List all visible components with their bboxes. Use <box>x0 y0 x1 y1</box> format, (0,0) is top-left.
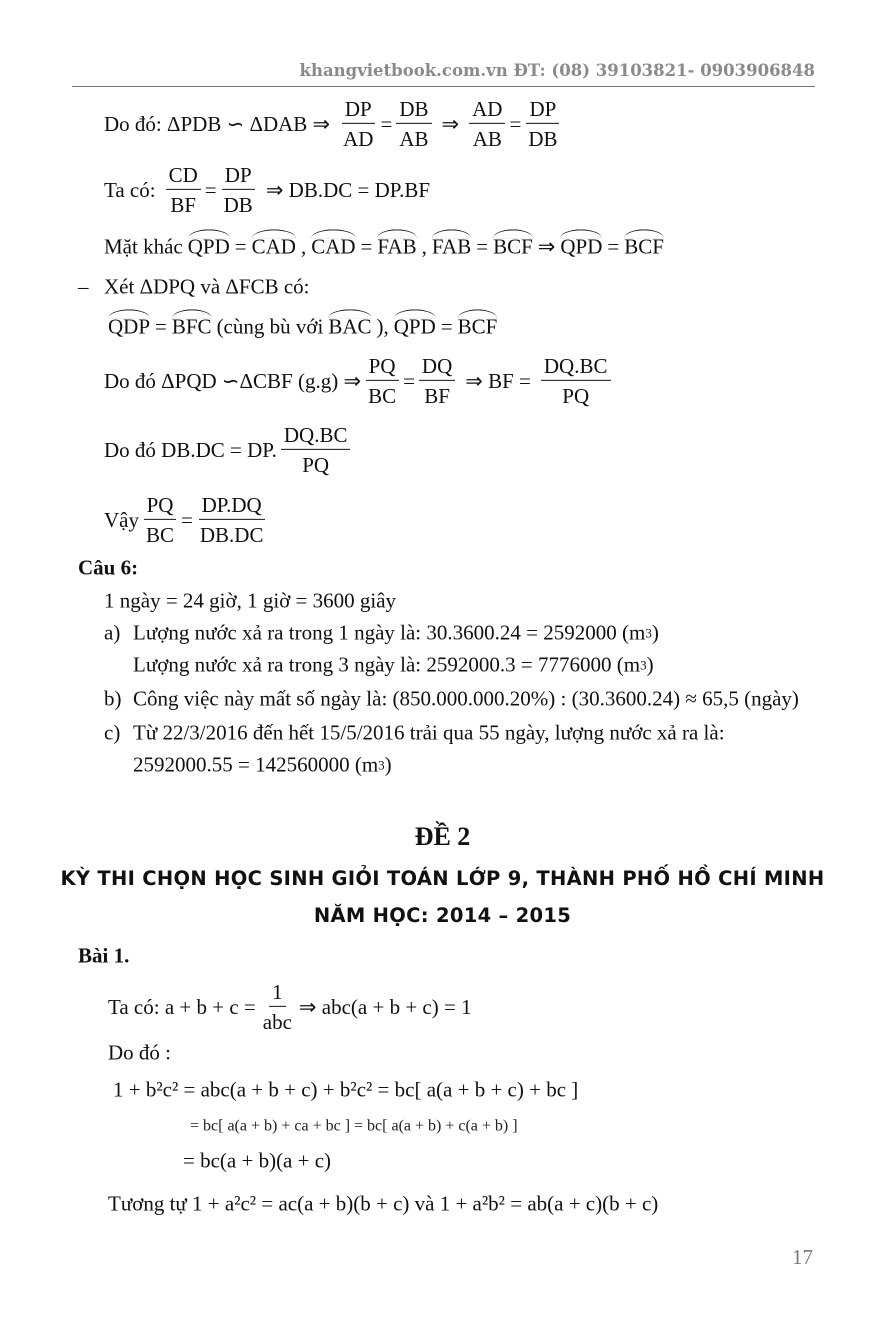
section-subtitle: KỲ THI CHỌN HỌC SINH GIỎI TOÁN LỚP 9, THÀNH PHỐ HỒ CHÍ MINH <box>60 867 825 890</box>
text: ⇒ <box>441 111 460 136</box>
numerator: PQ <box>144 493 177 520</box>
header-rule <box>72 86 815 87</box>
numerator: 1 <box>269 980 286 1007</box>
text: ) <box>651 620 659 645</box>
text: ⇒ <box>537 234 556 259</box>
numerator: DQ.BC <box>281 423 351 450</box>
page-number: 17 <box>792 1245 813 1269</box>
text-line: Do đó : <box>108 1040 171 1065</box>
equation-line: 1 + b²c² = abc(a + b + c) + b²c² = bc[ a(a + b + c) + bc ] <box>113 1077 579 1102</box>
text: = <box>607 234 620 259</box>
denominator: PQ <box>562 384 590 408</box>
text: = <box>155 314 167 339</box>
text: ⇒ DB.DC = DP.BF <box>265 177 431 202</box>
page-header: khangvietbook.com.vn ĐT: (08) 39103821- 0903906848 <box>299 61 815 80</box>
numerator: CD <box>166 163 201 190</box>
item-label: c) <box>104 720 121 745</box>
text: Lượng nước xả ra trong 1 ngày là: 30.3600.24 = 2592000 (m <box>133 620 646 645</box>
arc-label: BCF <box>624 234 664 259</box>
equation-line <box>104 423 354 477</box>
arc-label: QPD <box>187 234 230 259</box>
item-label: a) <box>104 620 121 645</box>
fraction <box>469 97 505 151</box>
text: Do đó DB.DC = DP. <box>104 437 277 462</box>
text: ) <box>646 652 654 677</box>
denominator: AB <box>472 127 502 151</box>
arc-label: BAC <box>328 314 372 339</box>
text: = <box>440 314 453 339</box>
arc-label: CAD <box>311 234 356 259</box>
text: = <box>360 234 373 259</box>
fraction <box>281 423 351 477</box>
text: = <box>234 234 247 259</box>
numerator: AD <box>469 97 505 124</box>
numerator: DB <box>396 97 431 124</box>
arc-label: QPD <box>393 314 436 339</box>
text: Từ 22/3/2016 đến hết 15/5/2016 trải qua 55 ngày, lượng nước xả ra là: <box>133 720 725 745</box>
text: , <box>421 234 427 259</box>
text: Ta có: <box>104 177 156 202</box>
fraction <box>221 163 256 217</box>
text: Do đó ΔPQD ∽ΔCBF (g.g) ⇒ <box>104 368 362 393</box>
item-label: b) <box>104 686 122 711</box>
equation-line-faint: = bc[ a(a + b) + ca + bc ] = bc[ a(a + b) + c(a + b) ] <box>190 1117 518 1135</box>
fraction <box>166 163 201 217</box>
text: (cùng bù với <box>216 314 324 339</box>
problem-heading: Bài 1. <box>78 943 130 968</box>
numerator: PQ <box>366 354 399 381</box>
question-heading: Câu 6: <box>78 555 139 580</box>
denominator: DB.DC <box>199 523 264 547</box>
denominator: abc <box>262 1010 292 1034</box>
fraction <box>340 97 376 151</box>
fraction <box>143 493 177 547</box>
equation-line <box>108 980 472 1034</box>
text: = <box>380 111 393 136</box>
fraction <box>541 354 611 408</box>
dash-bullet: – <box>78 274 89 299</box>
text-line <box>104 686 799 711</box>
fraction <box>396 97 431 151</box>
text-line: 2592000.55 = 142560000 (m 3 ) <box>133 752 392 777</box>
text: = <box>204 177 217 202</box>
text: ) <box>384 752 392 777</box>
denominator: AB <box>399 127 429 151</box>
equation-line: = bc(a + b)(a + c) <box>183 1148 332 1173</box>
arc-label: BCF <box>457 314 498 339</box>
text-line: Lượng nước xả ra trong 3 ngày là: 2592000.3 = 7776000 (m 3 ) <box>133 652 654 677</box>
text: Vậy <box>104 507 139 532</box>
fraction <box>419 354 455 408</box>
text: Ta có: a + b + c = <box>108 994 256 1019</box>
text-line: 1 ngày = 24 giờ, 1 giờ = 3600 giây <box>104 588 397 613</box>
arc-label: FAB <box>377 234 417 259</box>
text: , <box>300 234 307 259</box>
numerator: DP.DQ <box>199 493 265 520</box>
equation-line <box>104 354 615 408</box>
equation-line <box>104 234 664 259</box>
fraction <box>525 97 560 151</box>
section-title: ĐỀ 2 <box>414 822 471 851</box>
denominator: BF <box>170 193 197 217</box>
arc-label: FAB <box>431 234 472 259</box>
text: Lượng nước xả ra trong 3 ngày là: 2592000.3 = 7776000 (m <box>133 652 641 677</box>
numerator: DP <box>342 97 375 124</box>
text: = <box>181 507 193 532</box>
text: ), <box>376 314 389 339</box>
text-line: a) Lượng nước xả ra trong 1 ngày là: 30.3600.24 = 2592000 (m 3 ) <box>104 620 659 645</box>
denominator: BC <box>146 523 175 547</box>
fraction <box>197 493 267 547</box>
text-line <box>78 274 310 299</box>
text: ⇒ BF = <box>465 368 531 393</box>
denominator: AD <box>343 127 374 151</box>
text: Do đó: ΔPDB ∽ ΔDAB ⇒ <box>104 111 331 136</box>
numerator: DP <box>526 97 559 124</box>
fraction <box>365 354 399 408</box>
arc-label: BFC <box>171 314 212 339</box>
text: = <box>403 368 415 393</box>
text: 2592000.55 = 142560000 (m <box>133 752 379 777</box>
denominator: PQ <box>302 453 330 477</box>
text-line <box>104 720 725 745</box>
numerator: DP <box>222 163 255 190</box>
equation-line <box>108 314 497 339</box>
equation-line <box>104 97 565 151</box>
arc-label: CAD <box>251 234 296 259</box>
equation-line <box>104 493 270 547</box>
denominator: DB <box>223 193 253 217</box>
denominator: DB <box>528 127 558 151</box>
numerator: DQ.BC <box>541 354 611 381</box>
text: = <box>509 111 522 136</box>
arc-label: BCF <box>493 234 533 259</box>
section-year: NĂM HỌC: 2014 – 2015 <box>313 904 572 927</box>
denominator: BF <box>424 384 450 408</box>
fraction <box>260 980 295 1034</box>
equation-line <box>104 163 430 217</box>
numerator: DQ <box>419 354 455 381</box>
text: = <box>476 234 489 259</box>
denominator: BC <box>368 384 397 408</box>
arc-label: QPD <box>560 234 603 259</box>
equation-line: Tương tự 1 + a²c² = ac(a + b)(b + c) và 1 + a²b² = ab(a + c)(b + c) <box>108 1191 659 1216</box>
text: Xét ΔDPQ và ΔFCB có: <box>104 274 310 299</box>
arc-label: QDP <box>108 314 151 339</box>
text: ⇒ abc(a + b + c) = 1 <box>298 994 472 1019</box>
text: Công việc này mất số ngày là: (850.000.000.20%) : (30.3600.24) ≈ 65,5 (ngày) <box>133 686 799 711</box>
text: Mặt khác <box>104 234 183 259</box>
